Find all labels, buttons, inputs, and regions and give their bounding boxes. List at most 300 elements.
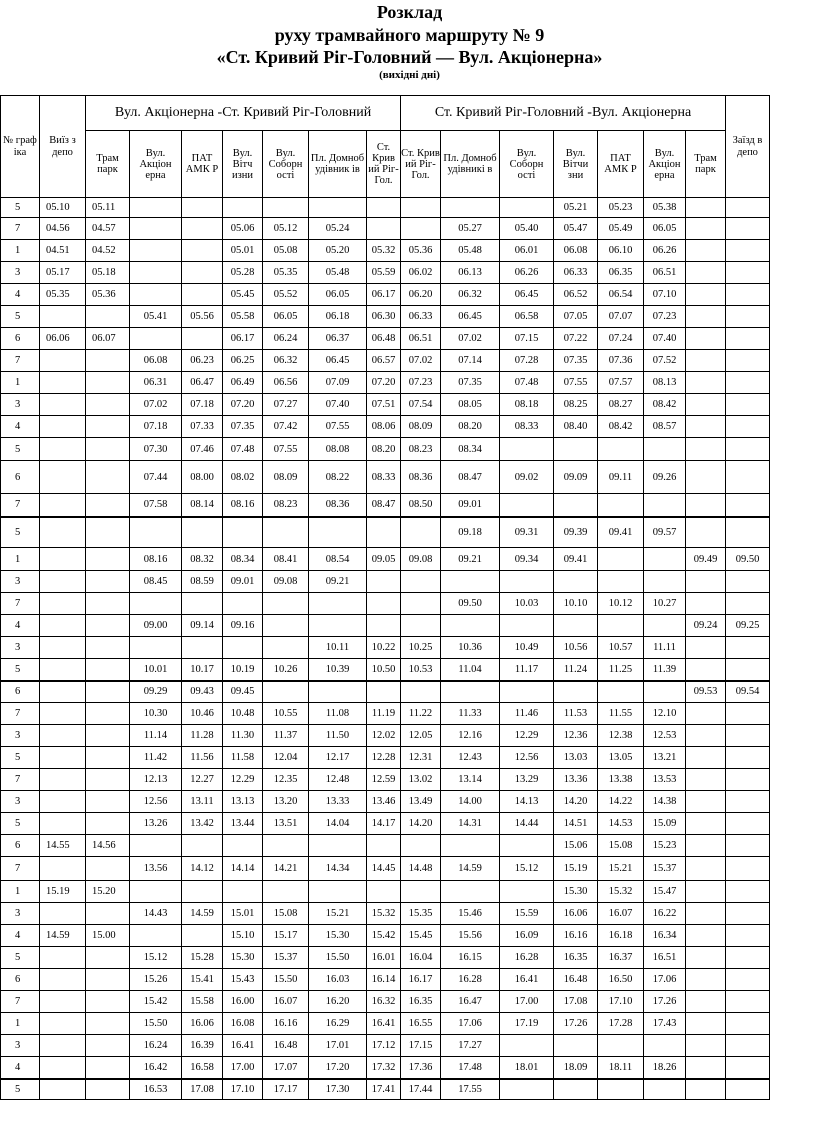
table-cell	[644, 494, 686, 517]
table-cell: 17.36	[401, 1057, 441, 1079]
stop-header: Вул. Соборн ості	[263, 131, 309, 198]
table-row	[1, 1079, 770, 1100]
table-cell: 09.49	[686, 548, 726, 571]
table-cell	[40, 791, 86, 813]
table-cell: 07.24	[598, 328, 644, 350]
stop-header: ПАТ АМК Р	[182, 131, 223, 198]
table-cell: 10.17	[182, 659, 223, 681]
table-cell: 15.23	[644, 835, 686, 857]
table-cell: 06.47	[182, 372, 223, 394]
table-cell: 16.35	[401, 991, 441, 1013]
table-cell: 3	[1, 791, 40, 813]
table-cell: 10.11	[309, 637, 367, 659]
table-cell	[726, 747, 770, 769]
table-cell: 15.20	[86, 881, 130, 903]
table-cell: 14.55	[40, 835, 86, 857]
table-cell	[86, 1057, 130, 1079]
table-cell: 05.36	[401, 240, 441, 262]
table-cell	[367, 615, 401, 637]
table-cell	[40, 1035, 86, 1057]
table-cell	[86, 813, 130, 835]
table-cell: 14.45	[367, 857, 401, 881]
table-cell	[40, 947, 86, 969]
table-cell: 11.04	[441, 659, 500, 681]
table-cell	[686, 925, 726, 947]
table-cell: 17.41	[367, 1079, 401, 1100]
table-cell: 16.16	[554, 925, 598, 947]
table-cell: 11.46	[500, 703, 554, 725]
table-cell: 06.24	[263, 328, 309, 350]
table-cell: 06.23	[182, 350, 223, 372]
table-cell: 15.12	[130, 947, 182, 969]
table-cell: 14.22	[598, 791, 644, 813]
table-cell	[40, 461, 86, 494]
table-cell: 08.41	[263, 548, 309, 571]
table-cell	[40, 615, 86, 637]
table-cell	[726, 461, 770, 494]
table-cell: 06.26	[644, 240, 686, 262]
table-cell: 16.41	[367, 1013, 401, 1035]
table-cell: 13.21	[644, 747, 686, 769]
table-cell	[86, 637, 130, 659]
table-cell: 13.46	[367, 791, 401, 813]
table-cell	[726, 857, 770, 881]
table-cell	[130, 835, 182, 857]
table-cell: 7	[1, 857, 40, 881]
table-cell: 10.22	[367, 637, 401, 659]
table-cell	[598, 681, 644, 703]
table-cell	[441, 881, 500, 903]
table-row	[1, 1035, 770, 1057]
table-cell	[726, 571, 770, 593]
table-cell	[554, 571, 598, 593]
table-cell: 16.24	[130, 1035, 182, 1057]
table-cell	[86, 1013, 130, 1035]
table-cell	[182, 637, 223, 659]
table-cell: 4	[1, 1057, 40, 1079]
table-cell: 09.26	[644, 461, 686, 494]
table-cell: 09.21	[309, 571, 367, 593]
table-cell: 17.08	[182, 1079, 223, 1100]
table-cell: 14.14	[223, 857, 263, 881]
table-row	[1, 857, 770, 881]
table-cell	[309, 681, 367, 703]
table-cell: 09.54	[726, 681, 770, 703]
table-cell: 09.34	[500, 548, 554, 571]
table-cell: 15.28	[182, 947, 223, 969]
direction-header-a: Вул. Акціонерна -Ст. Кривий Ріг-Головний	[86, 96, 401, 131]
table-cell	[86, 659, 130, 681]
table-cell: 12.56	[500, 747, 554, 769]
table-cell	[86, 517, 130, 548]
table-cell: 08.50	[401, 494, 441, 517]
table-cell: 13.05	[598, 747, 644, 769]
table-cell: 13.42	[182, 813, 223, 835]
table-cell	[367, 593, 401, 615]
table-cell: 17.43	[644, 1013, 686, 1035]
table-cell: 08.18	[500, 394, 554, 416]
table-cell	[401, 835, 441, 857]
table-cell: 16.41	[500, 969, 554, 991]
table-cell: 09.41	[554, 548, 598, 571]
table-cell: 15.08	[263, 903, 309, 925]
table-cell	[40, 969, 86, 991]
table-cell: 12.05	[401, 725, 441, 747]
table-cell: 04.51	[40, 240, 86, 262]
table-cell: 05.32	[367, 240, 401, 262]
table-cell	[40, 494, 86, 517]
table-cell: 10.56	[554, 637, 598, 659]
table-cell	[726, 813, 770, 835]
table-cell	[644, 1079, 686, 1100]
table-row	[1, 769, 770, 791]
table-cell: 11.39	[644, 659, 686, 681]
table-cell	[86, 681, 130, 703]
table-cell	[401, 198, 441, 218]
table-cell	[223, 637, 263, 659]
stop-header: Ст. Крив ий Ріг- Гол.	[401, 131, 441, 198]
table-cell: 16.35	[554, 947, 598, 969]
table-cell	[441, 681, 500, 703]
table-cell: 16.07	[263, 991, 309, 1013]
table-cell	[726, 925, 770, 947]
table-cell	[686, 1057, 726, 1079]
stop-header: Вул. Акціон ерна	[644, 131, 686, 198]
table-cell: 06.33	[401, 306, 441, 328]
table-cell	[726, 969, 770, 991]
table-cell: 08.20	[441, 416, 500, 438]
table-cell	[367, 835, 401, 857]
table-cell: 15.37	[644, 857, 686, 881]
table-cell: 17.08	[554, 991, 598, 1013]
table-cell: 09.11	[598, 461, 644, 494]
table-cell	[86, 350, 130, 372]
table-cell: 10.01	[130, 659, 182, 681]
table-cell	[726, 240, 770, 262]
table-cell	[598, 1035, 644, 1057]
table-cell	[500, 835, 554, 857]
table-cell	[86, 791, 130, 813]
table-cell: 12.13	[130, 769, 182, 791]
table-cell	[130, 198, 182, 218]
table-cell	[686, 394, 726, 416]
table-cell	[686, 240, 726, 262]
table-cell	[686, 791, 726, 813]
table-cell: 3	[1, 394, 40, 416]
table-cell: 14.44	[500, 813, 554, 835]
table-cell	[223, 517, 263, 548]
table-row	[1, 681, 770, 703]
table-cell	[130, 925, 182, 947]
table-cell: 11.25	[598, 659, 644, 681]
table-cell: 05.12	[263, 218, 309, 240]
table-cell	[726, 1079, 770, 1100]
table-cell: 05.45	[223, 284, 263, 306]
table-cell: 06.49	[223, 372, 263, 394]
table-cell: 06.30	[367, 306, 401, 328]
table-cell: 16.47	[441, 991, 500, 1013]
table-cell: 08.05	[441, 394, 500, 416]
table-cell: 08.36	[401, 461, 441, 494]
table-cell: 13.14	[441, 769, 500, 791]
table-cell: 15.01	[223, 903, 263, 925]
table-cell	[86, 747, 130, 769]
table-cell	[223, 881, 263, 903]
table-cell	[86, 947, 130, 969]
table-cell: 05.40	[500, 218, 554, 240]
table-cell: 09.05	[367, 548, 401, 571]
table-cell: 16.18	[598, 925, 644, 947]
table-row	[1, 548, 770, 571]
table-cell: 16.15	[441, 947, 500, 969]
table-cell: 06.32	[263, 350, 309, 372]
table-cell: 15.37	[263, 947, 309, 969]
table-cell: 11.56	[182, 747, 223, 769]
table-cell: 3	[1, 637, 40, 659]
table-cell: 07.42	[263, 416, 309, 438]
table-cell: 16.32	[367, 991, 401, 1013]
table-cell: 12.27	[182, 769, 223, 791]
table-cell: 14.12	[182, 857, 223, 881]
table-cell: 05.59	[367, 262, 401, 284]
table-cell	[130, 328, 182, 350]
table-cell: 09.43	[182, 681, 223, 703]
table-cell: 05.58	[223, 306, 263, 328]
table-cell: 16.39	[182, 1035, 223, 1057]
table-cell	[86, 306, 130, 328]
table-cell: 13.44	[223, 813, 263, 835]
table-cell: 05.56	[182, 306, 223, 328]
table-cell	[86, 903, 130, 925]
table-row	[1, 306, 770, 328]
table-cell	[726, 659, 770, 681]
table-cell: 07.46	[182, 438, 223, 461]
table-cell: 11.17	[500, 659, 554, 681]
table-cell	[40, 1079, 86, 1100]
table-cell: 09.53	[686, 681, 726, 703]
table-cell	[598, 1079, 644, 1100]
table-cell: 09.16	[223, 615, 263, 637]
table-cell	[309, 593, 367, 615]
table-cell: 4	[1, 615, 40, 637]
table-row	[1, 991, 770, 1013]
table-cell: 16.22	[644, 903, 686, 925]
table-cell: 08.57	[644, 416, 686, 438]
table-cell: 6	[1, 328, 40, 350]
table-cell: 08.09	[401, 416, 441, 438]
table-cell	[223, 198, 263, 218]
table-cell: 07.02	[130, 394, 182, 416]
table-cell: 08.36	[309, 494, 367, 517]
stop-header: Вул. Акціон ерна	[130, 131, 182, 198]
table-cell: 11.24	[554, 659, 598, 681]
table-row	[1, 725, 770, 747]
table-row	[1, 571, 770, 593]
table-cell: 10.39	[309, 659, 367, 681]
table-cell: 07.30	[130, 438, 182, 461]
table-cell: 07.33	[182, 416, 223, 438]
table-cell: 16.29	[309, 1013, 367, 1035]
doc-title: Розклад	[376, 2, 443, 22]
table-cell: 11.42	[130, 747, 182, 769]
table-cell	[726, 1013, 770, 1035]
table-cell	[644, 548, 686, 571]
table-cell: 07.15	[500, 328, 554, 350]
table-cell: 09.57	[644, 517, 686, 548]
table-cell: 13.26	[130, 813, 182, 835]
table-cell: 12.28	[367, 747, 401, 769]
table-cell	[182, 284, 223, 306]
table-cell	[40, 571, 86, 593]
table-cell: 15.32	[598, 881, 644, 903]
table-cell	[40, 659, 86, 681]
table-cell: 15.09	[644, 813, 686, 835]
table-cell: 07.22	[554, 328, 598, 350]
table-cell: 7	[1, 494, 40, 517]
table-cell	[40, 1057, 86, 1079]
table-row	[1, 438, 770, 461]
table-row	[1, 1057, 770, 1079]
table-cell: 05.23	[598, 198, 644, 218]
table-cell: 06.05	[263, 306, 309, 328]
table-cell	[223, 835, 263, 857]
table-cell: 06.31	[130, 372, 182, 394]
table-cell: 15.59	[500, 903, 554, 925]
table-cell: 15.45	[401, 925, 441, 947]
table-cell	[686, 306, 726, 328]
table-cell	[726, 725, 770, 747]
table-cell: 05.18	[86, 262, 130, 284]
table-cell: 16.06	[554, 903, 598, 925]
table-cell: 08.40	[554, 416, 598, 438]
table-cell	[130, 637, 182, 659]
table-cell: 6	[1, 835, 40, 857]
table-cell	[86, 416, 130, 438]
table-cell: 07.36	[598, 350, 644, 372]
table-cell: 15.47	[644, 881, 686, 903]
table-cell	[86, 593, 130, 615]
table-cell: 15.42	[130, 991, 182, 1013]
table-cell: 06.05	[309, 284, 367, 306]
table-cell: 10.55	[263, 703, 309, 725]
table-cell: 08.08	[309, 438, 367, 461]
table-cell: 12.29	[500, 725, 554, 747]
table-cell	[401, 681, 441, 703]
table-cell: 3	[1, 725, 40, 747]
table-cell	[686, 769, 726, 791]
table-cell	[686, 991, 726, 1013]
table-cell	[726, 306, 770, 328]
table-cell: 07.18	[130, 416, 182, 438]
table-cell: 06.10	[598, 240, 644, 262]
table-cell: 08.00	[182, 461, 223, 494]
table-cell: 16.04	[401, 947, 441, 969]
table-cell: 12.59	[367, 769, 401, 791]
table-cell: 10.12	[598, 593, 644, 615]
table-cell	[40, 991, 86, 1013]
table-cell: 16.08	[223, 1013, 263, 1035]
table-cell: 05.08	[263, 240, 309, 262]
table-cell: 13.36	[554, 769, 598, 791]
table-cell: 04.52	[86, 240, 130, 262]
table-cell: 07.55	[309, 416, 367, 438]
table-cell: 05.17	[40, 262, 86, 284]
table-cell	[726, 284, 770, 306]
table-cell	[686, 571, 726, 593]
table-cell: 05.49	[598, 218, 644, 240]
route-name: «Ст. Кривий Ріг-Головний — Вул. Акціонерна»	[216, 47, 603, 67]
table-cell	[554, 1035, 598, 1057]
table-row	[1, 637, 770, 659]
table-cell: 05.06	[223, 218, 263, 240]
table-cell: 07.58	[130, 494, 182, 517]
table-cell	[40, 637, 86, 659]
table-cell: 11.22	[401, 703, 441, 725]
table-cell: 17.10	[598, 991, 644, 1013]
table-cell: 05.24	[309, 218, 367, 240]
table-cell: 06.45	[500, 284, 554, 306]
table-cell: 1	[1, 372, 40, 394]
table-cell: 4	[1, 925, 40, 947]
table-cell: 10.53	[401, 659, 441, 681]
table-cell: 06.51	[644, 262, 686, 284]
table-cell: 17.19	[500, 1013, 554, 1035]
table-cell	[598, 615, 644, 637]
table-cell	[223, 593, 263, 615]
table-cell	[686, 461, 726, 494]
table-cell	[598, 571, 644, 593]
table-cell: 6	[1, 681, 40, 703]
table-cell: 07.27	[263, 394, 309, 416]
table-cell	[686, 835, 726, 857]
table-cell: 14.00	[441, 791, 500, 813]
table-cell: 14.56	[86, 835, 130, 857]
table-cell	[86, 394, 130, 416]
table-cell: 09.29	[130, 681, 182, 703]
table-cell: 15.50	[309, 947, 367, 969]
table-cell: 1	[1, 240, 40, 262]
table-cell: 14.20	[401, 813, 441, 835]
table-cell: 10.27	[644, 593, 686, 615]
table-cell	[401, 881, 441, 903]
col-header-depot-in: Заїзд в депо	[726, 96, 770, 198]
table-cell	[40, 372, 86, 394]
table-cell: 11.19	[367, 703, 401, 725]
table-cell: 17.00	[223, 1057, 263, 1079]
table-cell: 11.55	[598, 703, 644, 725]
table-row	[1, 947, 770, 969]
table-cell	[686, 262, 726, 284]
table-cell: 07.44	[130, 461, 182, 494]
table-cell: 05.35	[263, 262, 309, 284]
stop-header: Вул. Вітч изни	[223, 131, 263, 198]
table-cell: 16.03	[309, 969, 367, 991]
table-cell: 05.48	[441, 240, 500, 262]
table-cell: 06.32	[441, 284, 500, 306]
table-cell	[401, 615, 441, 637]
table-cell	[686, 1079, 726, 1100]
table-cell: 13.13	[223, 791, 263, 813]
table-cell	[726, 438, 770, 461]
table-cell: 17.30	[309, 1079, 367, 1100]
table-cell: 07.55	[554, 372, 598, 394]
table-cell	[401, 571, 441, 593]
table-cell: 15.21	[309, 903, 367, 925]
table-cell	[726, 350, 770, 372]
table-cell: 12.10	[644, 703, 686, 725]
table-cell	[130, 881, 182, 903]
table-cell: 17.15	[401, 1035, 441, 1057]
